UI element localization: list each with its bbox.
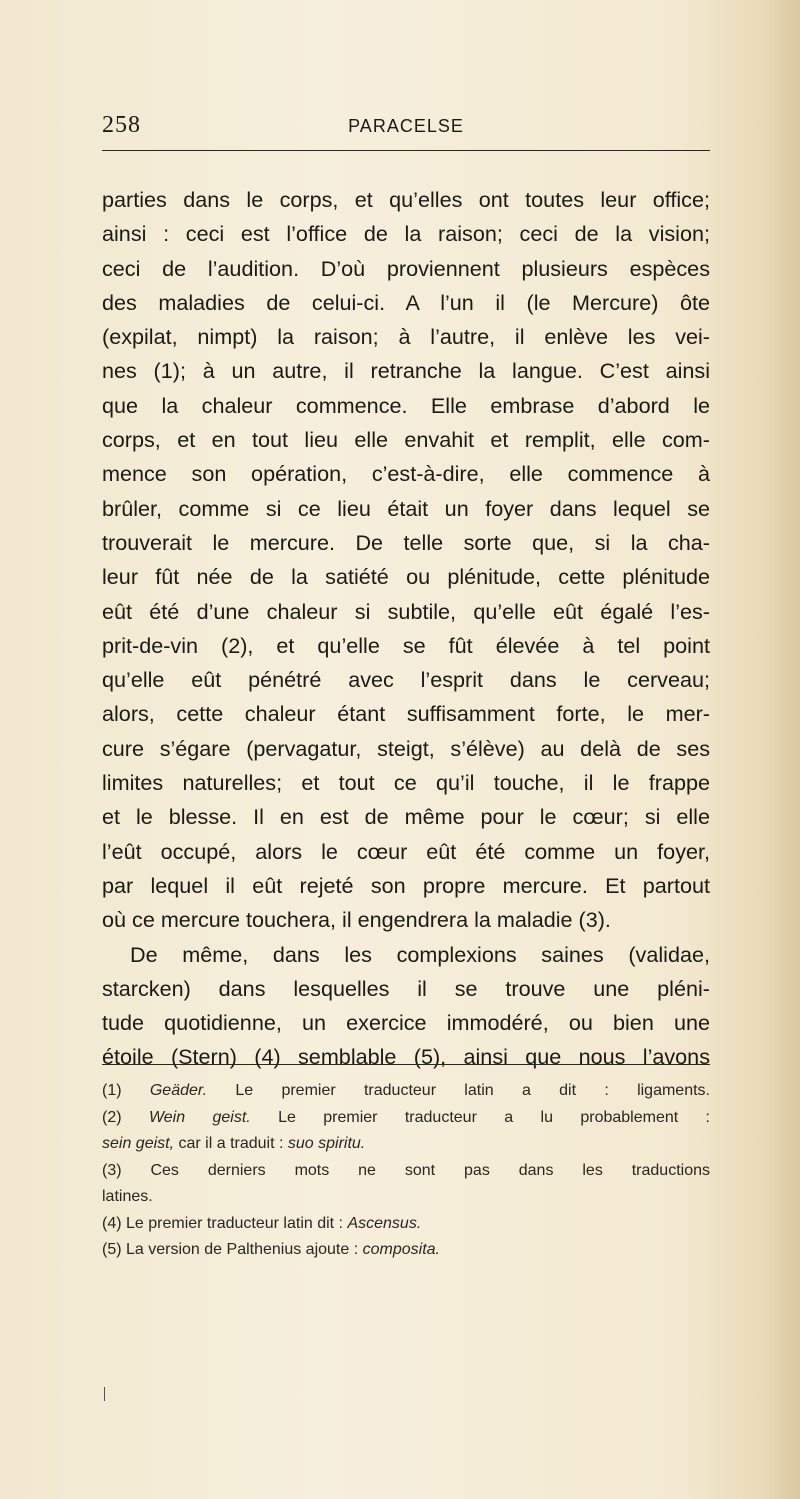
text-line: cure s’égare (pervagatur, steigt, s’élève) au delà de ses [102, 735, 710, 761]
text-line: De même, dans les complexions saines (validae, [130, 941, 710, 967]
text-line: (expilat, nimpt) la raison; à l’autre, il enlève les vei- [102, 324, 710, 350]
text-line: corps, et en tout lieu elle envahit et remplit, elle com- [102, 427, 710, 453]
text-line: leur fût née de la satiété ou plénitude, cette plénitude [102, 564, 710, 590]
page-header [102, 112, 710, 146]
footnote-5: (5) La version de Palthenius ajoute : composita. [102, 1241, 440, 1258]
page-number: 258 [102, 112, 141, 138]
text-line: ceci de l’audition. D’où proviennent plusieurs espèces [102, 255, 710, 281]
text-line: eût été d’une chaleur si subtile, qu’elle eût égalé l’es- [102, 598, 710, 624]
footnote-2-cont: sein geist, car il a traduit : suo spiritu. [102, 1135, 366, 1152]
text-line: ainsi : ceci est l’office de la raison; ceci de la vision; [102, 221, 710, 247]
body-text [102, 183, 710, 1075]
text-line: nes (1); à un autre, il retranche la langue. C’est ainsi [102, 358, 710, 384]
footnote-1: (1) Geäder. Le premier traducteur latin a dit : ligaments. [102, 1082, 710, 1099]
footnote-4: (4) Le premier traducteur latin dit : Ascensus. [102, 1214, 422, 1232]
margin-mark [104, 1387, 105, 1401]
text-line: qu’elle eût pénétré avec l’esprit dans le cerveau; [102, 667, 710, 693]
text-line: prit-de-vin (2), et qu’elle se fût élevée à tel point [102, 632, 710, 658]
footnote-3-cont: latines. [102, 1188, 153, 1205]
text-line: mence son opération, c’est-à-dire, elle commence à [102, 461, 710, 487]
text-line: où ce mercure touchera, il engendrera la maladie (3). [102, 907, 611, 933]
footnote-2: (2) Wein geist. Le premier traducteur a lu probablement : [102, 1108, 710, 1126]
text-line: starcken) dans lesquelles il se trouve une pléni- [102, 975, 710, 1001]
text-line: limites naturelles; et tout ce qu’il touche, il le frappe [102, 770, 710, 796]
footnotes [102, 1078, 710, 1264]
text-line: alors, cette chaleur étant suffisamment forte, le mer- [102, 701, 710, 727]
text-line: parties dans le corps, et qu’elles ont toutes leur office; [102, 187, 710, 212]
text-line: que la chaleur commence. Elle embrase d’abord le [102, 392, 710, 418]
text-line: étoile (Stern) (4) semblable (5), ainsi que nous l’avons [102, 1044, 710, 1070]
header-rule [102, 150, 710, 151]
text-line: et le blesse. Il en est de même pour le cœur; si elle [102, 804, 710, 830]
running-title: PARACELSE [348, 116, 464, 136]
text-line: tude quotidienne, un exercice immodéré, ou bien une [102, 1010, 710, 1036]
footnote-rule [102, 1064, 710, 1065]
footnote-3: (3) Ces derniers mots ne sont pas dans les traductions [102, 1161, 710, 1179]
text-line: trouverait le mercure. De telle sorte que, si la cha- [102, 529, 710, 555]
text-line: brûler, comme si ce lieu était un foyer dans lequel se [102, 495, 710, 521]
text-line: l’eût occupé, alors le cœur eût été comme un foyer, [102, 838, 710, 864]
text-line: des maladies de celui-ci. A l’un il (le Mercure) ôte [102, 289, 710, 315]
text-line: par lequel il eût rejeté son propre mercure. Et partout [102, 872, 710, 898]
